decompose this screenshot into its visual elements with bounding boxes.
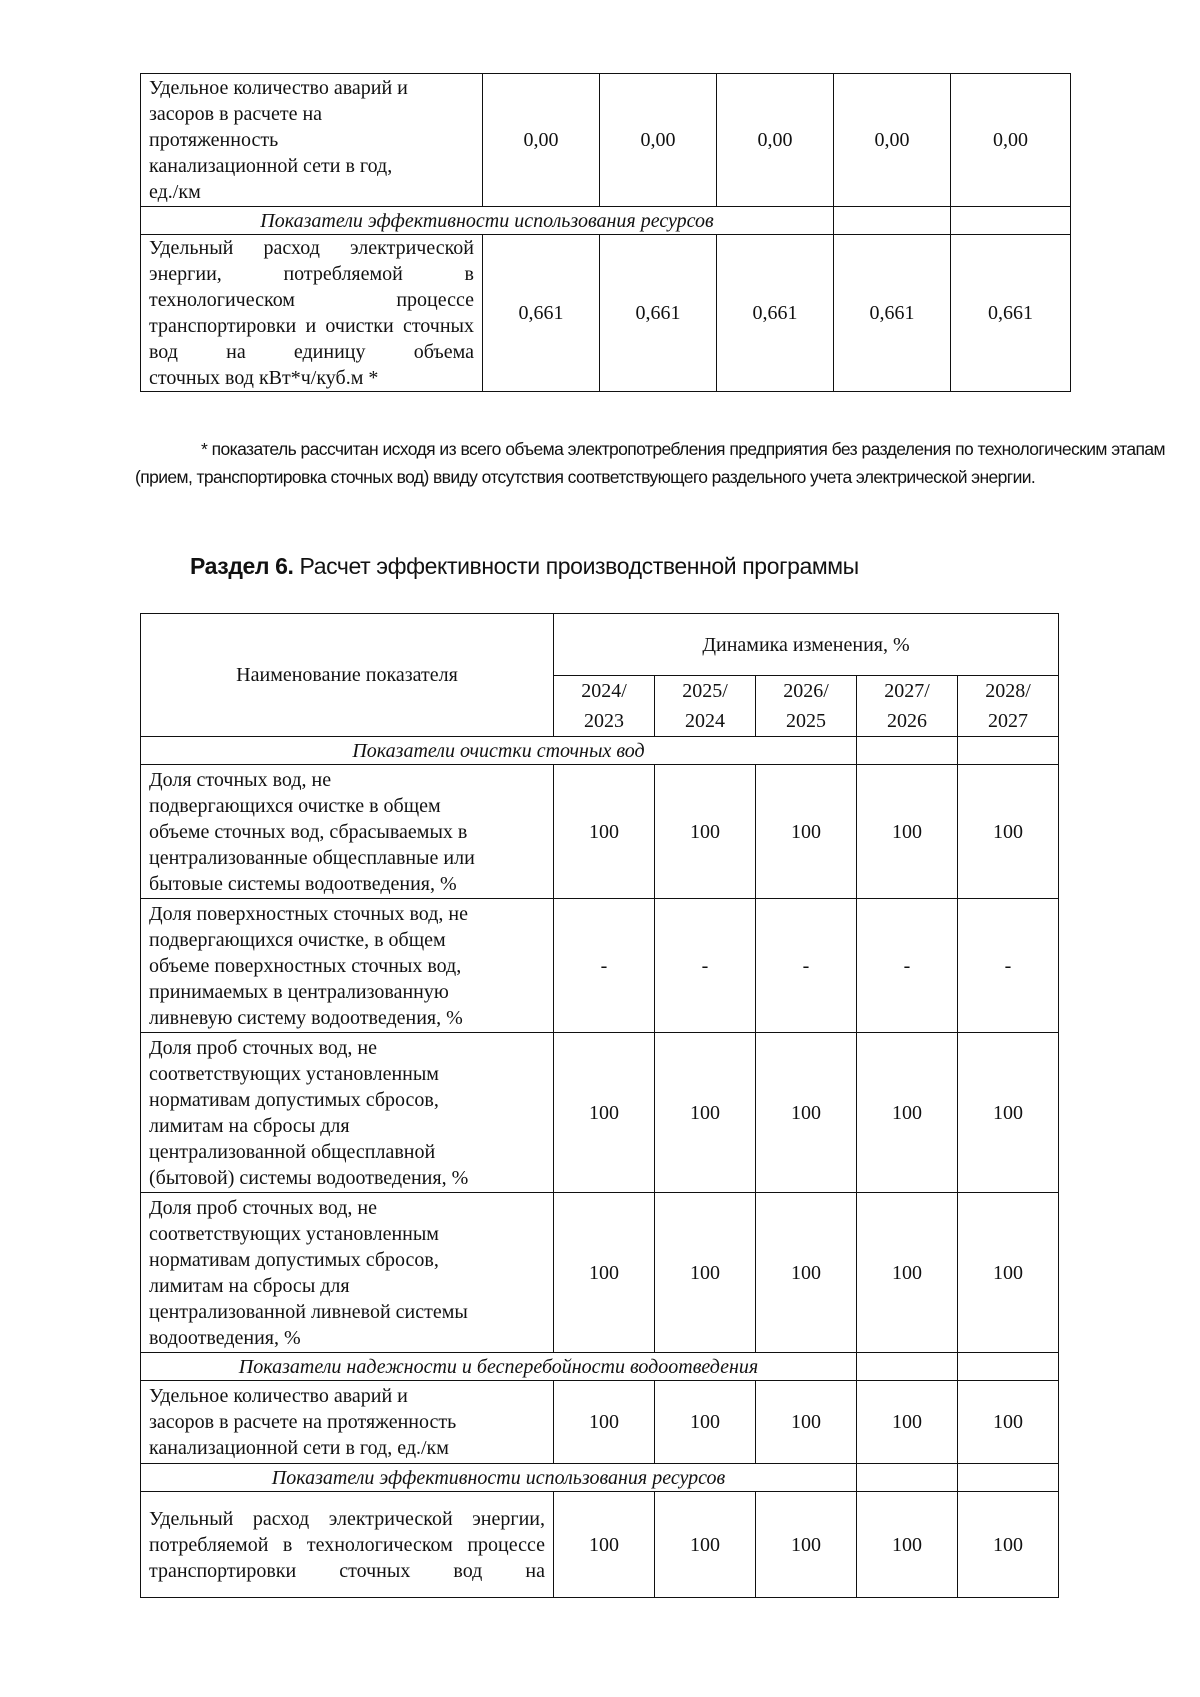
table-row — [141, 235, 1071, 392]
indicator-name-line: лимитам на сбросы для — [149, 1274, 350, 1297]
table-row — [141, 1381, 1059, 1464]
header-year-line: 2024/ — [581, 680, 627, 702]
indicator-name — [141, 1033, 554, 1193]
indicator-name-line: объеме поверхностных сточных вод, — [149, 954, 462, 977]
value-cell: 0,00 — [951, 74, 1071, 207]
header-year-line: 2025/ — [682, 680, 728, 702]
section-title: Показатели надежности и бесперебойности водоотведения — [141, 1353, 857, 1381]
header-year-4 — [958, 676, 1059, 737]
header-year-line: 2027/ — [884, 680, 930, 702]
empty-cell — [958, 1353, 1059, 1381]
value-cell: 100 — [958, 1381, 1059, 1464]
table-row — [141, 1033, 1059, 1193]
indicator-name-line: Удельное количество аварий и — [149, 1385, 408, 1407]
value-cell: 0,00 — [717, 74, 834, 207]
indicator-name — [141, 235, 483, 392]
indicator-name-line: объеме сточных вод, сбрасываемых в — [149, 820, 468, 843]
table-row — [141, 1492, 1059, 1598]
efficiency-indicators-table-top — [140, 73, 1071, 392]
indicator-name-line: засоров в расчете на — [149, 103, 323, 125]
empty-cell — [857, 1353, 958, 1381]
value-cell: 100 — [554, 1492, 655, 1598]
footnote: * показатель рассчитан исходя из всего объема электропотребления предприятия без разделения по технологическим этапам (прием, транспортировка сточных вод) ввиду отсутствия соответствующего раздельного учета электрической энергии. — [135, 439, 1165, 487]
section-title: Показатели эффективности использования ресурсов — [141, 1464, 857, 1492]
indicator-name-line: ливневую систему водоотведения, % — [149, 1006, 463, 1029]
indicator-name-line: централизованной общесплавной — [149, 1140, 436, 1163]
section-title: Показатели очистки сточных вод — [141, 737, 857, 765]
value-cell: 100 — [857, 1492, 958, 1598]
value-cell: - — [655, 899, 756, 1033]
value-cell: 100 — [857, 1193, 958, 1353]
indicator-name-line: протяженность — [149, 129, 279, 151]
header-name-column: Наименование показателя — [141, 614, 554, 737]
value-cell: 100 — [655, 1381, 756, 1464]
value-cell: 100 — [958, 765, 1059, 899]
header-year-3 — [857, 676, 958, 737]
value-cell: 100 — [756, 1033, 857, 1193]
empty-cell — [951, 207, 1071, 235]
table-row — [141, 1193, 1059, 1353]
indicator-name-line: Доля сточных вод, не — [149, 768, 332, 791]
value-cell: 100 — [958, 1033, 1059, 1193]
indicator-name-line: канализационной сети в год, — [149, 155, 393, 177]
value-cell: 100 — [554, 1033, 655, 1193]
value-cell: 0,00 — [483, 74, 600, 207]
value-cell: 100 — [756, 1381, 857, 1464]
indicator-name-line: централизованные общесплавные или — [149, 846, 475, 869]
program-efficiency-table — [140, 613, 1059, 1598]
value-cell: 100 — [655, 1492, 756, 1598]
header-year-0 — [554, 676, 655, 737]
indicator-name-line: водоотведения, % — [149, 1326, 301, 1349]
section-row — [141, 207, 1071, 235]
value-cell: 0,661 — [483, 235, 600, 392]
indicator-name-line: подвергающихся очистке в общем — [149, 794, 441, 817]
value-cell: - — [958, 899, 1059, 1033]
indicator-name-line: засоров в расчете на протяженность — [149, 1411, 457, 1433]
value-cell: 0,661 — [951, 235, 1071, 392]
value-cell: 0,00 — [600, 74, 717, 207]
empty-cell — [857, 1464, 958, 1492]
indicator-name-line: соответствующих установленным — [149, 1222, 439, 1245]
indicator-name-line: нормативам допустимых сбросов, — [149, 1248, 439, 1271]
section-number: Раздел 6. — [190, 553, 294, 579]
empty-cell — [834, 207, 951, 235]
value-cell: 100 — [958, 1193, 1059, 1353]
section-row — [141, 1464, 1059, 1492]
value-cell: 0,661 — [600, 235, 717, 392]
empty-cell — [857, 737, 958, 765]
header-year-line: 2026 — [887, 710, 927, 732]
value-cell: 100 — [958, 1492, 1059, 1598]
section-row — [141, 1353, 1059, 1381]
indicator-name — [141, 1193, 554, 1353]
header-year-line: 2025 — [786, 710, 826, 732]
header-year-line: 2026/ — [783, 680, 829, 702]
table-row — [141, 765, 1059, 899]
indicator-name-line: канализационной сети в год, ед./км — [149, 1437, 449, 1459]
value-cell: 100 — [554, 765, 655, 899]
indicator-name-line: ед./км — [149, 181, 201, 203]
indicator-name — [141, 899, 554, 1033]
indicator-name-line: лимитам на сбросы для — [149, 1114, 350, 1137]
value-cell: 100 — [655, 1033, 756, 1193]
header-year-line: 2027 — [988, 710, 1028, 732]
header-year-line: 2028/ — [985, 680, 1031, 702]
value-cell: 100 — [756, 765, 857, 899]
indicator-name-line: Доля проб сточных вод, не — [149, 1036, 377, 1059]
header-dynamics: Динамика изменения, % — [554, 614, 1059, 676]
indicator-name-line: Удельное количество аварий и — [149, 77, 408, 99]
value-cell: 0,661 — [834, 235, 951, 392]
indicator-name — [141, 74, 483, 207]
value-cell: - — [756, 899, 857, 1033]
value-cell: 100 — [756, 1492, 857, 1598]
indicator-name-text: Удельный расход электрической энергии, потребляемой в технологическом процессе транспортировки и очистки сточных вод на единицу объема — [149, 237, 474, 363]
value-cell: 100 — [857, 1381, 958, 1464]
value-cell: 100 — [655, 765, 756, 899]
indicator-name — [141, 1492, 554, 1598]
section-title: Расчет эффективности производственной программы — [293, 553, 859, 579]
table-row — [141, 899, 1059, 1033]
indicator-name-line: нормативам допустимых сбросов, — [149, 1088, 439, 1111]
indicator-name-line: Доля поверхностных сточных вод, не — [149, 902, 468, 925]
indicator-name-line: централизованной ливневой системы — [149, 1300, 468, 1323]
section-heading — [190, 553, 859, 580]
header-year-1 — [655, 676, 756, 737]
table-row — [141, 74, 1071, 207]
value-cell: 100 — [655, 1193, 756, 1353]
empty-cell — [958, 737, 1059, 765]
empty-cell — [958, 1464, 1059, 1492]
value-cell: 0,661 — [717, 235, 834, 392]
value-cell: - — [857, 899, 958, 1033]
indicator-name — [141, 1381, 554, 1464]
section-row — [141, 737, 1059, 765]
header-year-line: 2024 — [685, 710, 725, 732]
value-cell: 100 — [554, 1193, 655, 1353]
header-year-2 — [756, 676, 857, 737]
indicator-name-line: бытовые системы водоотведения, % — [149, 872, 457, 895]
indicator-name-line: Доля проб сточных вод, не — [149, 1196, 377, 1219]
indicator-name-line: соответствующих установленным — [149, 1062, 439, 1085]
indicator-name — [141, 765, 554, 899]
value-cell: - — [554, 899, 655, 1033]
header-year-line: 2023 — [584, 710, 624, 732]
indicator-name-last-line: сточных вод кВт*ч/куб.м * — [149, 367, 379, 389]
indicator-name-line: (бытовой) системы водоотведения, % — [149, 1166, 469, 1189]
value-cell: 100 — [554, 1381, 655, 1464]
value-cell: 0,00 — [834, 74, 951, 207]
value-cell: 100 — [857, 1033, 958, 1193]
indicator-name-line: принимаемых в централизованную — [149, 980, 449, 1003]
section-title: Показатели эффективности использования ресурсов — [141, 207, 834, 235]
indicator-name-line: подвергающихся очистке, в общем — [149, 928, 446, 951]
value-cell: 100 — [756, 1193, 857, 1353]
header-row-dynamics — [141, 614, 1059, 676]
value-cell: 100 — [857, 765, 958, 899]
indicator-name-text: Удельный расход электрической энергии, потребляемой в технологическом процессе транспортировки сточных вод на — [149, 1507, 545, 1582]
